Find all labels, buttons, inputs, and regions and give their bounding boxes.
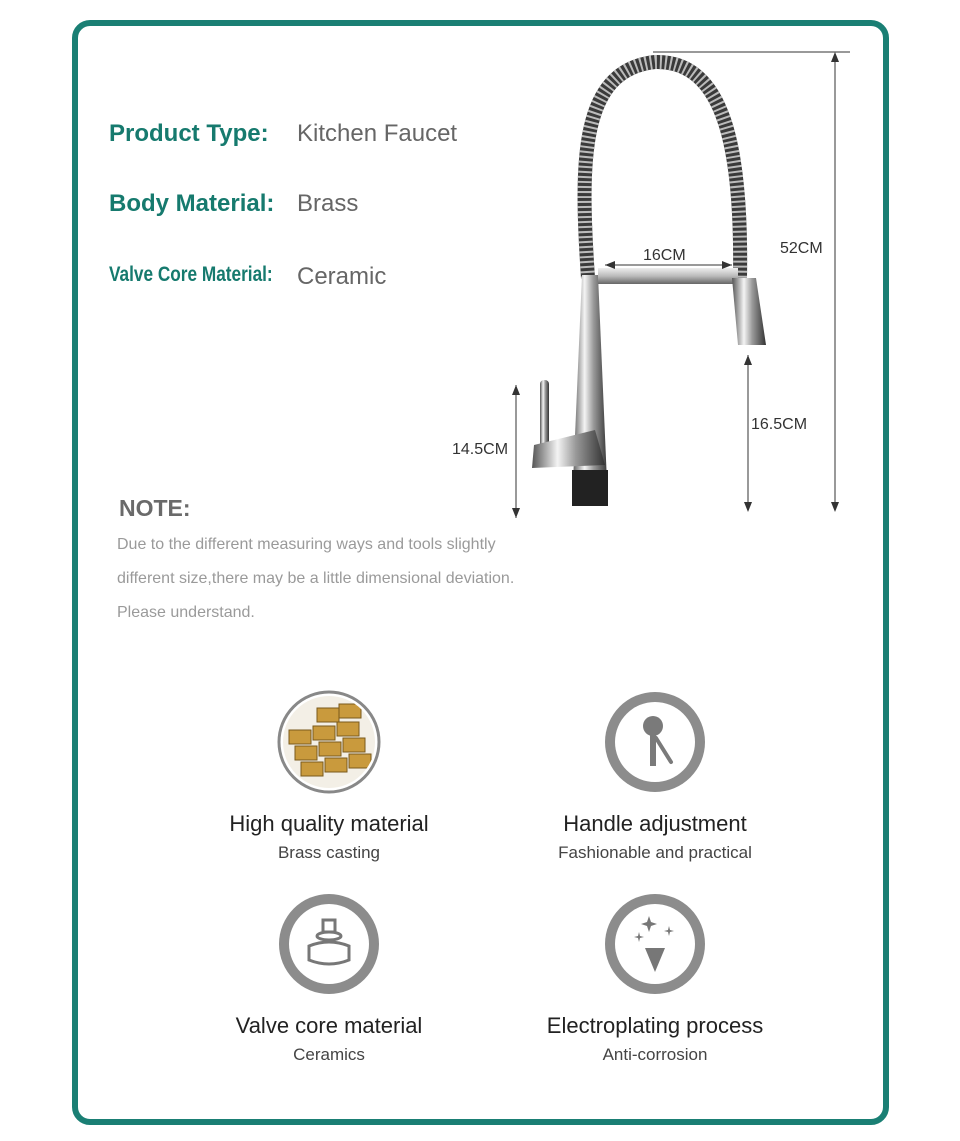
- note-line: Please understand.: [117, 604, 255, 621]
- dim-spout-height: 16.5CM: [751, 416, 808, 433]
- spec-value: Kitchen Faucet: [297, 120, 458, 147]
- spec-body-material: [109, 190, 359, 218]
- spec-valve-core: [109, 263, 387, 290]
- feature-electroplating: [505, 892, 805, 1065]
- spec-label: Body Material:: [109, 190, 275, 217]
- spec-label: Product Type:: [109, 120, 269, 147]
- dim-handle-height: 14.5CM: [452, 441, 509, 458]
- feature-subtitle: Brass casting: [277, 843, 381, 862]
- note-line: Due to the different measuring ways and tools slightly: [117, 536, 496, 553]
- sparkle-diamond-icon: [603, 892, 707, 996]
- feature-title: Valve core material: [235, 1013, 423, 1038]
- feature-subtitle: Fashionable and practical: [558, 843, 752, 862]
- feature-title: Electroplating process: [546, 1013, 764, 1038]
- note-title: NOTE:: [119, 495, 191, 521]
- feature-valve-core: [179, 892, 479, 1065]
- feature-title: Handle adjustment: [563, 811, 747, 836]
- feature-subtitle: Anti-corrosion: [602, 1045, 708, 1064]
- spec-value: Ceramic: [297, 263, 387, 290]
- dim-reach: 16CM: [643, 247, 686, 264]
- dim-total-height: 52CM: [780, 240, 823, 257]
- spec-value: Brass: [297, 190, 359, 217]
- faucet-diagram: [500, 40, 870, 520]
- brass-bars-icon: [277, 690, 381, 794]
- feature-subtitle: Ceramics: [293, 1045, 365, 1064]
- valve-core-icon: [277, 892, 381, 996]
- note-line: different size,there may be a little dimensional deviation.: [117, 570, 515, 587]
- feature-handle: [505, 690, 805, 863]
- feature-title: High quality material: [229, 811, 429, 836]
- spec-product-type: [109, 120, 458, 148]
- feature-material: [179, 690, 479, 863]
- handle-lever-icon: [603, 690, 707, 794]
- spec-label: Valve Core Material:: [109, 263, 273, 286]
